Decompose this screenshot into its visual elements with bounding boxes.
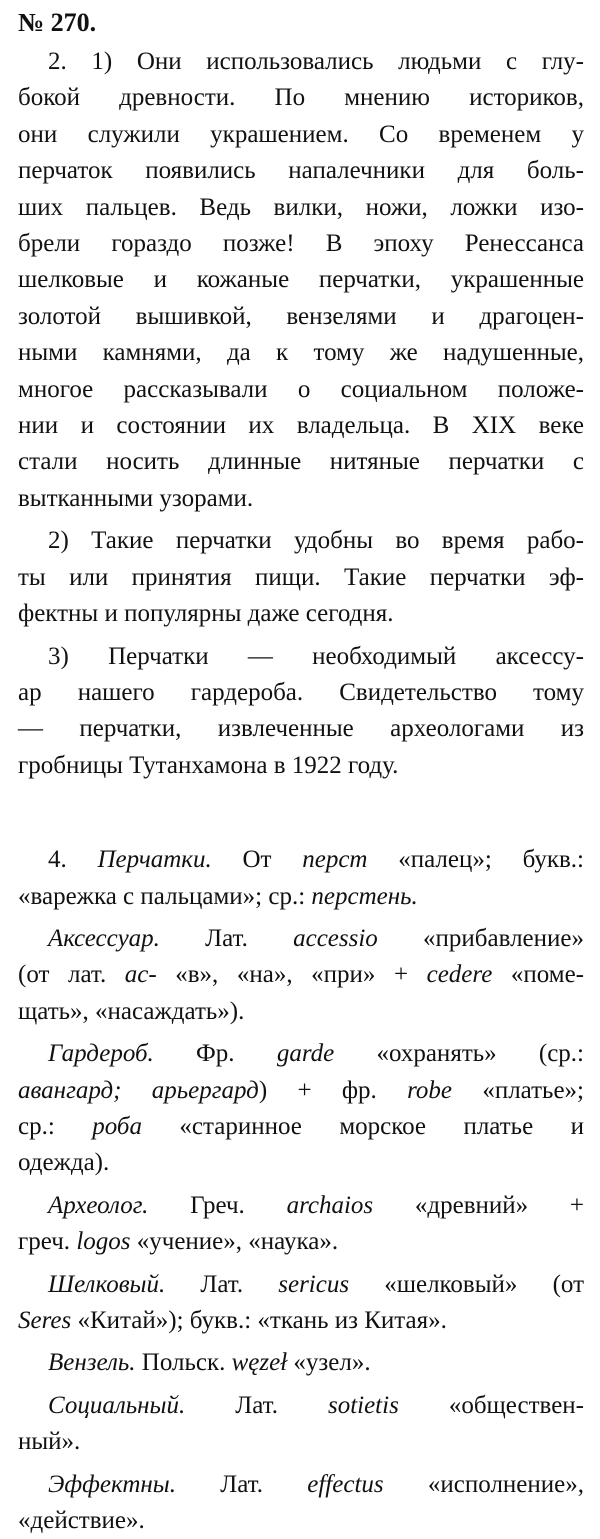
text: «поме-: [492, 961, 584, 989]
text: греч.: [18, 1228, 77, 1256]
text-line: фектны и популярны даже сегодня.: [18, 600, 394, 628]
text-line: ты или принятия пищи. Такие перчатки эф-: [18, 563, 584, 591]
italic-term: перстень.: [311, 882, 418, 910]
text: Польск.: [135, 1349, 232, 1377]
italic-term: sotietis: [327, 1391, 399, 1419]
text: «прибавление»: [377, 924, 585, 952]
text-line: [18, 1303, 584, 1339]
text: «старинное морское платье и: [141, 1112, 584, 1140]
item-number: 4.: [48, 846, 98, 874]
text: «охранять» (ср.:: [334, 1040, 584, 1068]
text: Лат.: [159, 924, 294, 952]
section-2-part-1: [18, 44, 584, 517]
text: «платье»;: [452, 1076, 584, 1104]
headword: Перчатки.: [97, 846, 212, 874]
text-line: 2. 1) Они использовались людьми с глу-: [48, 48, 584, 75]
text: «древний» +: [373, 1191, 584, 1219]
etymology-entry-garderob: [18, 1036, 584, 1182]
text: «в», «на», «при» +: [156, 961, 427, 989]
text: щать», «насаждать»).: [18, 997, 245, 1025]
text-line: они служили украшением. Со временем у: [18, 120, 584, 148]
text-line: перчаток появились напалечники для боль-: [18, 157, 584, 185]
text: Лат.: [185, 1391, 328, 1419]
italic-term: роба: [92, 1112, 142, 1140]
text: Лат.: [165, 1270, 279, 1298]
text: «палец»; букв.:: [367, 846, 584, 874]
text-line: [18, 1503, 584, 1539]
text-line: — перчатки, извлеченные археологами из: [18, 715, 584, 743]
italic-term: ас-: [124, 961, 157, 989]
text: ср.:: [18, 1112, 93, 1140]
italic-term: accessio: [293, 924, 378, 952]
headword: Археолог.: [48, 1191, 149, 1219]
etymology-entry-perchatki: [18, 842, 584, 915]
text: (от лат.: [18, 961, 125, 989]
headword: Гардероб.: [48, 1040, 154, 1068]
italic-term: logos: [76, 1228, 131, 1256]
etymology-entry-aksessuar: [18, 921, 584, 1030]
text-line: [18, 957, 584, 993]
text-line: [18, 1467, 584, 1503]
etymology-entry-arkheolog: [18, 1188, 584, 1261]
text-line: 2) Такие перчатки удобны во время рабо-: [48, 527, 584, 555]
italic-term: robe: [407, 1076, 453, 1104]
text-line: [18, 921, 584, 957]
text: От: [211, 846, 303, 874]
text-line: [18, 1345, 584, 1381]
text-line: [18, 842, 584, 878]
text-line: [18, 994, 584, 1030]
text: «Китай»); букв.: «ткань из Китая».: [71, 1307, 447, 1334]
text-line: многое рассказывали о социальном положе-: [18, 375, 584, 403]
text: «обществен-: [398, 1391, 585, 1419]
headword: Вензель.: [48, 1349, 136, 1377]
section-2-part-3: [18, 639, 584, 785]
etymology-entry-venzel: [18, 1345, 584, 1381]
text: одежда).: [18, 1149, 110, 1177]
text-line: [18, 1145, 584, 1181]
text: Фр.: [153, 1040, 277, 1068]
text: «узел».: [287, 1349, 371, 1377]
text-line: ными камнями, да к тому же надушенные,: [18, 339, 584, 367]
text: ) + фр.: [258, 1076, 408, 1104]
italic-term: Seres: [18, 1307, 72, 1334]
headword: Шелковый.: [48, 1270, 166, 1298]
text-line: ших пальцев. Ведь вилки, ножи, ложки изо-: [18, 193, 584, 221]
text-line: [18, 1424, 584, 1460]
text-line: нии и состоянии их владельца. В XIX веке: [18, 412, 584, 440]
text-line: [18, 879, 584, 915]
text-line: гробницы Тутанхамона в 1922 году.: [18, 751, 399, 779]
text-line: [18, 1109, 584, 1145]
text-line: бокой древности. По мнению историков,: [18, 84, 584, 112]
text-line: [18, 1073, 584, 1109]
etymology-entry-effektny: [18, 1467, 584, 1539]
italic-term: garde: [276, 1040, 335, 1068]
text: Греч.: [148, 1191, 287, 1219]
headword: Социальный.: [48, 1391, 186, 1419]
text: «шелковый» (от: [349, 1270, 584, 1298]
etymology-entry-sotsialnyi: [18, 1388, 584, 1461]
text-line: брели гораздо позже! В эпоху Ренессанса: [18, 230, 584, 258]
italic-term: авангард; арьергард: [18, 1076, 259, 1104]
text: «исполнение»,: [383, 1470, 584, 1498]
italic-term: archaios: [286, 1191, 374, 1219]
text-line: золотой вышивкой, вензелями и драгоцен-: [18, 302, 584, 330]
text: «действие».: [18, 1507, 145, 1535]
italic-term: sericus: [278, 1270, 350, 1298]
headword: Эффектны.: [48, 1470, 176, 1498]
spacer: [18, 784, 584, 842]
text-line: шелковые и кожаные перчатки, украшенные: [18, 266, 584, 294]
text-line: [18, 1188, 584, 1224]
headword: Аксессуар.: [48, 924, 160, 952]
text-line: стали носить длинные нитяные перчатки с: [18, 448, 584, 476]
text: Лат.: [175, 1470, 308, 1498]
text-line: [18, 1388, 584, 1424]
text-line: [18, 1036, 584, 1072]
text: ный».: [18, 1428, 81, 1456]
etymology-entry-shelkovyi: [18, 1267, 584, 1340]
italic-term: cedere: [426, 961, 493, 989]
italic-term: węzeł: [231, 1349, 288, 1377]
section-2-part-2: [18, 523, 584, 632]
italic-term: перст: [302, 846, 368, 874]
text: «учение», «наука».: [130, 1228, 339, 1256]
text-line: вытканными узорами.: [18, 484, 254, 512]
text-line: ар нашего гардероба. Свидетельство тому: [18, 678, 584, 706]
italic-term: effectus: [307, 1470, 384, 1498]
text-line: 3) Перчатки — необходимый аксессу-: [48, 642, 584, 670]
exercise-number: № 270.: [18, 8, 97, 37]
text: «варежка с пальцами»; ср.:: [18, 882, 312, 910]
text-line: [18, 1224, 584, 1260]
text-line: [18, 1267, 584, 1303]
